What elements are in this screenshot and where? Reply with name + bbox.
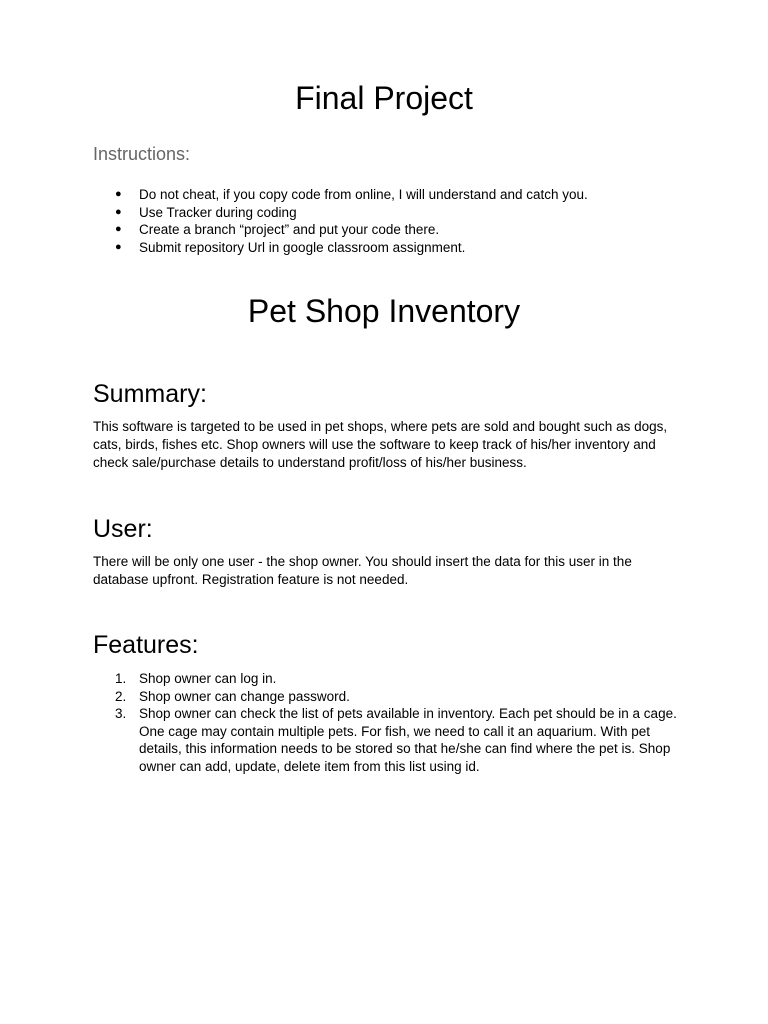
features-heading: Features: [93,631,199,659]
bullet-icon: ● [115,205,122,218]
bullet-icon: ● [115,188,122,200]
bullet-icon: ● [115,240,122,253]
list-number: 2. [115,688,127,704]
instructions-list [93,186,683,256]
project-title: Pet Shop Inventory [247,293,521,329]
document-title: Final Project [295,80,473,116]
list-item [93,221,683,239]
user-heading: User: [93,515,153,543]
list-item [93,670,683,688]
user-text: There will be only one user - the shop owner. You should insert the data for this user in the database upfront. Registration feature is not needed. [93,554,632,587]
feature-text: Shop owner can change password. [139,688,350,704]
list-item [93,204,683,222]
list-number: 1. [115,671,127,686]
feature-text: Shop owner can check the list of pets available in inventory. Each pet should be in a cage. One cage may contain multiple pets. For fish, we need to call it an aquarium. With pet details, this information needs to be stored so that he/she can find where the pet is. Shop owner can add, update, delete item from this list using id. [139,706,677,774]
instruction-text: Do not cheat, if you copy code from online, I will understand and catch you. [139,187,588,202]
instructions-label: Instructions: [93,144,191,164]
summary-text: This software is targeted to be used in pet shops, where pets are sold and bought such as dogs, cats, birds, fishes etc. Shop owners will use the software to keep track of his/her inventory and check sale/purchase details to understand profit/loss of his/her business. [93,419,668,470]
instruction-text: Submit repository Url in google classroom assignment. [139,239,466,255]
list-number: 3. [115,706,127,721]
features-list [93,670,683,775]
list-item [93,239,683,257]
list-item [93,186,683,204]
list-item [93,705,683,775]
bullet-icon: ● [115,223,122,235]
summary-heading: Summary: [93,380,207,408]
instruction-text: Create a branch “project” and put your code there. [139,222,440,237]
feature-text: Shop owner can log in. [139,671,277,686]
instruction-text: Use Tracker during coding [139,204,297,220]
list-item [93,688,683,706]
